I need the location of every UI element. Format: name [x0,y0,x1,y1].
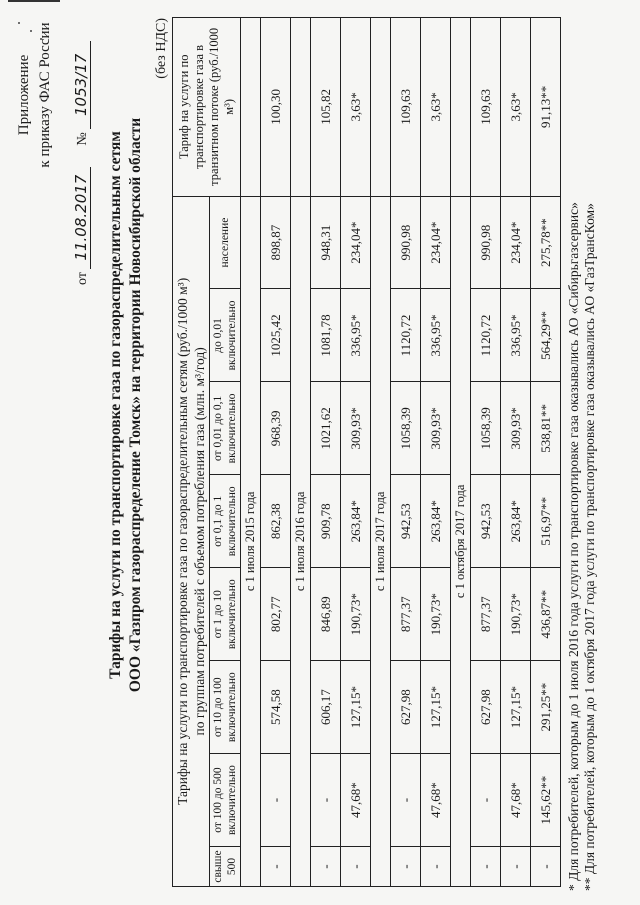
tariff-cell: 968,39 [261,382,291,475]
tariff-cell: 606,17 [311,661,341,754]
title-line-2: ООО «Газпром газораспределение Томск» на территории Новосибирской области [127,117,144,693]
table-header-row [173,18,210,887]
tariff-cell: 436,87** [531,568,561,661]
tariff-cell: - [391,847,421,887]
tariff-cell: 109,63 [391,18,421,197]
tariff-cell: 3,63* [341,18,371,197]
tariff-cell: 127,15* [501,661,531,754]
document-title [106,25,146,785]
tariff-cell: 91,13** [531,18,561,197]
tariff-cell: 291,25** [531,661,561,754]
tariff-table [172,17,561,887]
tariff-cell: 564,29** [531,289,561,382]
appendix-block [14,15,56,175]
footnote-2: ** Для потребителей, которым до 1 октября 2017 года услуги по транспортировке газа оказывались АО «ГазТрансКом» [582,203,597,891]
tariff-cell: 942,53 [471,475,501,568]
period-row [291,18,311,887]
tariff-cell: 3,63* [501,18,531,197]
tariff-cell: 190,73* [421,568,451,661]
table-row [261,18,291,887]
tariff-cell: 877,37 [391,568,421,661]
tariff-cell: - [391,754,421,847]
tariff-cell: 948,31 [311,196,341,289]
table-row [501,18,531,887]
column-header: от 100 до 500 включительно [210,754,241,847]
tariff-cell: - [311,847,341,887]
tariff-cell: 47,68* [501,754,531,847]
tariff-cell: 898,87 [261,196,291,289]
tariff-cell: 862,38 [261,475,291,568]
title-line-1: Тарифы на услуги по транспортировке газа по газораспределительным сетям [107,131,124,679]
tariff-cell: - [471,754,501,847]
tariff-cell: 105,82 [311,18,341,197]
tariff-cell: 47,68* [341,754,371,847]
transit-tariff-header: Тариф на услуги по транспортировке газа в транзитном потоке (руб./1000 м³) [173,18,241,197]
table-row [341,18,371,887]
order-date-number-line [72,15,91,285]
order-reference: к приказу ФАС России [37,22,53,168]
group-header: Тарифы на услуги по транспортировке газа по газораспределительным сетям (руб./1000 м³) по группам потребителей с объемом потребления газа (млн. м³/год) [173,196,210,886]
tariff-cell: 127,15* [421,661,451,754]
column-header: от 1 до 10 включительно [210,568,241,661]
tariff-cell: 109,63 [471,18,501,197]
tariff-cell: - [531,847,561,887]
tariff-cell: 1120,72 [391,289,421,382]
tariff-cell: 309,93* [421,382,451,475]
period-row [241,18,261,887]
column-header: от 10 до 100 включительно [210,661,241,754]
tariff-cell: 234,04* [501,196,531,289]
tariff-cell: 3,63* [421,18,451,197]
column-header: от 0,1 до 1 включительно [210,475,241,568]
table-row [471,18,501,887]
period-row [451,18,471,887]
tariff-cell: - [471,847,501,887]
tariff-cell: 1025,42 [261,289,291,382]
tariff-cell: 145,62** [531,754,561,847]
tariff-cell: 263,84* [501,475,531,568]
tariff-cell: 846,89 [311,568,341,661]
number-label: № [75,132,90,146]
tariff-cell: 234,04* [421,196,451,289]
tariff-cell: 990,98 [471,196,501,289]
tariff-cell: - [261,754,291,847]
period-label: с 1 июля 2017 года [371,196,391,886]
empty-cell [451,18,471,197]
order-number-handwritten: 1053/17 [72,41,91,129]
tariff-cell: - [421,847,451,887]
footnote-1: * Для потребителей, которым до 1 июля 2016 года услуги по транспортировке газа оказывались АО «Сибирьгазсервис» [566,202,581,891]
table-row [391,18,421,887]
tariff-cell: 336,95* [501,289,531,382]
table-row [311,18,341,887]
tariff-cell: 263,84* [421,475,451,568]
period-row [371,18,391,887]
period-label: с 1 октября 2017 года [451,196,471,886]
tariff-cell: 574,58 [261,661,291,754]
tariff-cell: 942,53 [391,475,421,568]
tariff-cell: 627,98 [391,661,421,754]
tariff-cell: 1058,39 [391,382,421,475]
tariff-cell: 275,78** [531,196,561,289]
tariff-cell: 47,68* [421,754,451,847]
column-header: от 0,01 до 0,1 включительно [210,382,241,475]
tariff-cell: 309,93* [501,382,531,475]
tariff-cell: - [501,847,531,887]
tariff-cell: - [341,847,371,887]
tariff-cell: 1081,78 [311,289,341,382]
column-header: свыше 500 [210,847,241,887]
table-row [531,18,561,887]
from-label: от [75,272,90,285]
column-header: население [210,196,241,289]
tariff-cell: 127,15* [341,661,371,754]
appendix-label: Приложение [16,54,32,136]
tariff-cell: 538,81** [531,382,561,475]
tariff-cell: 877,37 [471,568,501,661]
empty-cell [241,18,261,197]
period-label: с 1 июля 2015 года [241,196,261,886]
tariff-cell: 100,30 [261,18,291,197]
footnotes [566,11,598,891]
order-date-handwritten: 11.08.2017 [72,167,91,269]
empty-cell [371,18,391,197]
tariff-cell: 190,73* [341,568,371,661]
tariff-cell: 336,95* [421,289,451,382]
tariff-cell: - [311,754,341,847]
empty-cell [291,18,311,197]
tariff-cell: 516,97** [531,475,561,568]
tariff-cell: 336,95* [341,289,371,382]
tariff-cell: 1120,72 [471,289,501,382]
tariff-cell: 909,78 [311,475,341,568]
tariff-cell: 1021,62 [311,382,341,475]
tariff-cell: 263,84* [341,475,371,568]
tariff-cell: 234,04* [341,196,371,289]
tariff-cell: 309,93* [341,382,371,475]
tariff-cell: 990,98 [391,196,421,289]
period-label: с 1 июля 2016 года [291,196,311,886]
column-header: до 0,01 включительно [210,289,241,382]
tariff-cell: 1058,39 [471,382,501,475]
tariff-cell: - [261,847,291,887]
table-row [421,18,451,887]
tariff-cell: 627,98 [471,661,501,754]
vat-note: (без НДС) [154,18,169,79]
tariff-cell: 190,73* [501,568,531,661]
tariff-cell: 802,77 [261,568,291,661]
